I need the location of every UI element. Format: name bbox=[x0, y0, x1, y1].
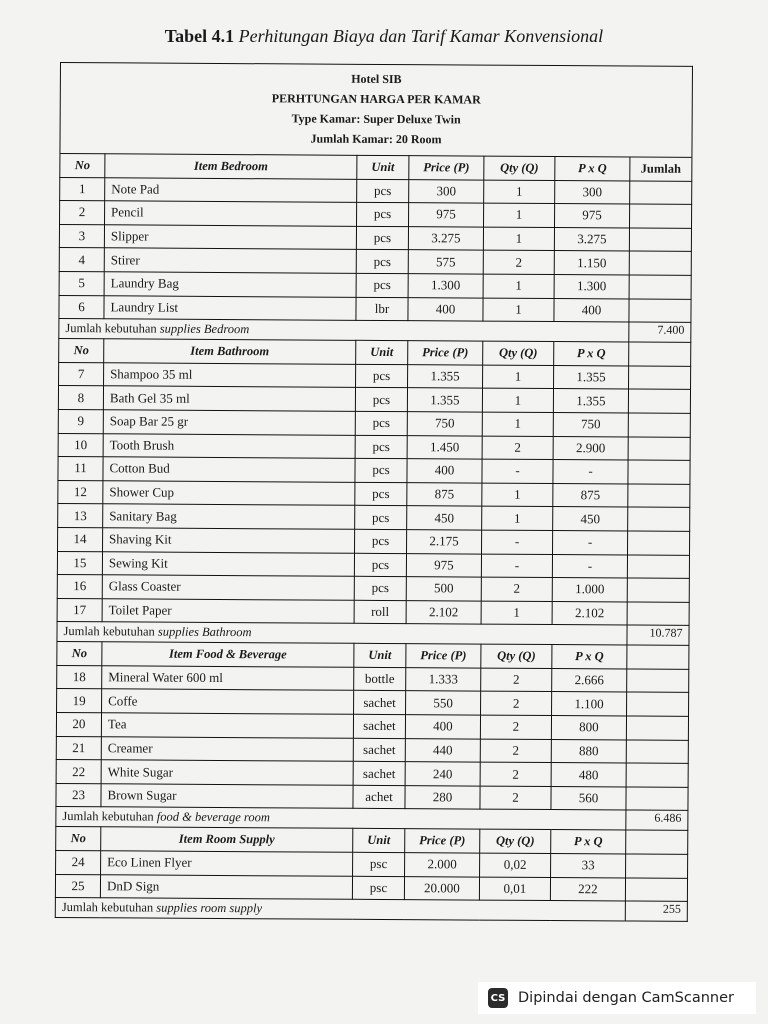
row-jumlah bbox=[628, 484, 690, 508]
row-jumlah bbox=[628, 531, 690, 555]
table-header-cell bbox=[60, 63, 693, 158]
row-no: 13 bbox=[58, 504, 103, 528]
table-header-block bbox=[60, 63, 693, 158]
camscanner-text: Dipindai dengan CamScanner bbox=[518, 990, 735, 1006]
row-item: Sewing Kit bbox=[102, 551, 354, 576]
row-unit: psc bbox=[353, 852, 405, 876]
row-no: 2 bbox=[60, 201, 105, 225]
row-jumlah bbox=[628, 389, 690, 413]
row-no: 20 bbox=[56, 713, 101, 737]
row-unit: pcs bbox=[356, 273, 408, 297]
row-pxq: - bbox=[553, 460, 628, 484]
row-unit: pcs bbox=[354, 553, 406, 577]
row-price: 280 bbox=[405, 785, 480, 809]
row-no: 24 bbox=[56, 851, 101, 875]
row-unit: pcs bbox=[357, 179, 409, 203]
row-unit: pcs bbox=[357, 203, 409, 227]
section-total: 7.400 bbox=[629, 322, 691, 342]
row-item: Bath Gel 35 ml bbox=[103, 386, 355, 411]
camscanner-watermark bbox=[478, 982, 756, 1014]
column-header-item: Item Bedroom bbox=[105, 154, 357, 179]
row-item: Slipper bbox=[104, 225, 356, 250]
row-price: 975 bbox=[406, 553, 481, 577]
row-qty: 2 bbox=[480, 739, 551, 763]
row-unit: psc bbox=[352, 876, 404, 900]
row-no: 18 bbox=[57, 665, 102, 689]
row-pxq: 1.355 bbox=[553, 389, 628, 413]
column-header-qty: Qty (Q) bbox=[481, 644, 552, 668]
summary-italic: food & beverage room bbox=[156, 810, 270, 825]
camscanner-logo-icon: CS bbox=[488, 988, 508, 1008]
row-no: 9 bbox=[58, 409, 103, 433]
row-pxq: 480 bbox=[551, 763, 626, 787]
row-no: 22 bbox=[56, 760, 101, 784]
row-price: 975 bbox=[409, 203, 484, 227]
room-count: Jumlah Kamar: 20 Room bbox=[310, 131, 442, 147]
row-jumlah bbox=[626, 763, 688, 787]
row-no: 8 bbox=[58, 386, 103, 410]
row-pxq: 2.666 bbox=[552, 668, 627, 692]
column-header-pxq: P x Q bbox=[552, 645, 627, 669]
row-price: 20.000 bbox=[404, 876, 479, 900]
row-qty: - bbox=[482, 459, 553, 483]
column-header-jumlah: Jumlah bbox=[630, 157, 692, 181]
row-price: 1.300 bbox=[408, 274, 483, 298]
row-pxq: - bbox=[552, 554, 627, 578]
column-header-qty: Qty (Q) bbox=[484, 156, 555, 180]
row-jumlah bbox=[628, 437, 690, 461]
row-jumlah bbox=[629, 366, 691, 390]
row-jumlah bbox=[626, 716, 688, 740]
row-qty: 1 bbox=[483, 274, 554, 298]
row-unit: pcs bbox=[355, 458, 407, 482]
row-qty: 2 bbox=[480, 786, 551, 810]
row-qty: 2 bbox=[481, 577, 552, 601]
row-unit: pcs bbox=[356, 250, 408, 274]
row-jumlah bbox=[626, 854, 688, 878]
row-price: 1.355 bbox=[407, 388, 482, 412]
row-qty: 0,01 bbox=[479, 877, 550, 901]
column-header-unit: Unit bbox=[357, 155, 409, 179]
row-pxq: 2.900 bbox=[553, 436, 628, 460]
row-item: Laundry Bag bbox=[104, 272, 356, 297]
summary-prefix: Jumlah kebutuhan bbox=[63, 624, 159, 639]
section-total: 10.787 bbox=[627, 625, 689, 645]
row-item: Tooth Brush bbox=[103, 433, 355, 458]
row-unit: sachet bbox=[354, 691, 406, 715]
row-qty: 1 bbox=[482, 483, 553, 507]
column-header-jumlah bbox=[627, 645, 689, 669]
row-price: 1.355 bbox=[408, 364, 483, 388]
row-jumlah bbox=[627, 602, 689, 626]
column-header-pxq: P x Q bbox=[551, 830, 626, 854]
row-pxq: 975 bbox=[554, 204, 629, 228]
row-unit: pcs bbox=[355, 529, 407, 553]
row-pxq: 1.300 bbox=[554, 274, 629, 298]
row-item: Mineral Water 600 ml bbox=[102, 666, 354, 691]
column-header-no: No bbox=[57, 642, 102, 666]
section-summary-row bbox=[55, 898, 687, 922]
column-header-jumlah bbox=[626, 830, 688, 854]
row-no: 15 bbox=[57, 551, 102, 575]
page-title bbox=[0, 26, 768, 47]
row-pxq: - bbox=[553, 530, 628, 554]
summary-italic: supplies Bathroom bbox=[157, 624, 252, 640]
column-header-unit: Unit bbox=[356, 340, 408, 364]
table-caption: Perhitungan Biaya dan Tarif Kamar Konvensional bbox=[238, 26, 604, 46]
row-price: 3.275 bbox=[408, 226, 483, 250]
row-price: 2.000 bbox=[405, 853, 480, 877]
section-summary-label bbox=[55, 898, 550, 921]
row-unit: pcs bbox=[355, 411, 407, 435]
row-item: DnD Sign bbox=[100, 874, 352, 899]
row-pxq: 222 bbox=[550, 877, 625, 901]
row-no: 11 bbox=[58, 457, 103, 481]
row-item: Stirer bbox=[104, 248, 356, 273]
cost-table bbox=[55, 62, 693, 922]
row-no: 4 bbox=[59, 248, 104, 272]
row-price: 1.333 bbox=[406, 667, 481, 691]
row-unit: achet bbox=[353, 785, 405, 809]
row-item: Toilet Paper bbox=[102, 598, 354, 623]
row-pxq: 1.355 bbox=[554, 365, 629, 389]
row-jumlah bbox=[627, 669, 689, 693]
row-jumlah bbox=[626, 740, 688, 764]
column-header-item: Item Room Supply bbox=[101, 827, 353, 852]
column-header-qty: Qty (Q) bbox=[480, 830, 551, 854]
row-no: 5 bbox=[59, 271, 104, 295]
row-pxq: 1.150 bbox=[554, 251, 629, 275]
column-header-price: Price (P) bbox=[409, 156, 484, 180]
table-body bbox=[55, 63, 692, 922]
row-qty: 1 bbox=[482, 388, 553, 412]
row-pxq: 800 bbox=[551, 716, 626, 740]
column-header-qty: Qty (Q) bbox=[483, 341, 554, 365]
summary-italic: supplies room supply bbox=[156, 900, 263, 916]
column-header-pxq: P x Q bbox=[555, 157, 630, 181]
row-unit: bottle bbox=[354, 667, 406, 691]
row-price: 440 bbox=[405, 738, 480, 762]
row-pxq: 3.275 bbox=[554, 227, 629, 251]
row-pxq: 1.100 bbox=[552, 692, 627, 716]
row-pxq: 880 bbox=[551, 739, 626, 763]
row-unit: pcs bbox=[355, 482, 407, 506]
row-qty: 1 bbox=[483, 365, 554, 389]
row-unit: lbr bbox=[356, 297, 408, 321]
column-header-item: Item Bathroom bbox=[104, 339, 356, 364]
row-price: 450 bbox=[407, 506, 482, 530]
row-pxq: 1.000 bbox=[552, 578, 627, 602]
row-price: 240 bbox=[405, 762, 480, 786]
summary-gap bbox=[550, 901, 625, 921]
row-pxq: 300 bbox=[555, 180, 630, 204]
row-qty: - bbox=[482, 530, 553, 554]
row-price: 550 bbox=[406, 691, 481, 715]
row-jumlah bbox=[630, 181, 692, 205]
row-qty: 1 bbox=[481, 601, 552, 625]
section-total: 255 bbox=[625, 901, 687, 921]
column-header-pxq: P x Q bbox=[554, 342, 629, 366]
row-qty: 0,02 bbox=[480, 853, 551, 877]
column-header-price: Price (P) bbox=[408, 341, 483, 365]
row-pxq: 2.102 bbox=[552, 601, 627, 625]
row-item: Shampoo 35 ml bbox=[104, 363, 356, 388]
row-item: Sanitary Bag bbox=[103, 504, 355, 529]
column-header-no: No bbox=[56, 827, 101, 851]
row-item: Brown Sugar bbox=[101, 784, 353, 809]
row-item: Glass Coaster bbox=[102, 575, 354, 600]
row-price: 575 bbox=[408, 250, 483, 274]
summary-gap bbox=[551, 810, 626, 830]
row-unit: sachet bbox=[353, 738, 405, 762]
row-item: Eco Linen Flyer bbox=[101, 851, 353, 876]
row-no: 10 bbox=[58, 433, 103, 457]
row-pxq: 450 bbox=[553, 507, 628, 531]
row-pxq: 400 bbox=[554, 298, 629, 322]
table-number: Tabel 4.1 bbox=[164, 26, 235, 46]
row-no: 1 bbox=[60, 177, 105, 201]
summary-italic: supplies Bedroom bbox=[159, 321, 250, 337]
column-header-item: Item Food & Beverage bbox=[102, 642, 354, 667]
column-header-unit: Unit bbox=[354, 644, 406, 668]
row-jumlah bbox=[629, 275, 691, 299]
row-jumlah bbox=[625, 878, 687, 902]
row-qty: 2 bbox=[482, 436, 553, 460]
row-price: 2.102 bbox=[406, 600, 481, 624]
row-no: 6 bbox=[59, 295, 104, 319]
row-no: 3 bbox=[59, 224, 104, 248]
row-item: Creamer bbox=[101, 736, 353, 761]
row-jumlah bbox=[629, 204, 691, 228]
row-item: Shower Cup bbox=[103, 480, 355, 505]
row-no: 21 bbox=[56, 736, 101, 760]
row-unit: pcs bbox=[355, 506, 407, 530]
row-jumlah bbox=[627, 692, 689, 716]
row-item: Tea bbox=[101, 713, 353, 738]
column-header-unit: Unit bbox=[353, 829, 405, 853]
row-unit: pcs bbox=[355, 388, 407, 412]
row-jumlah bbox=[628, 413, 690, 437]
row-price: 875 bbox=[407, 482, 482, 506]
row-qty: 2 bbox=[483, 250, 554, 274]
table-heading: PERHTUNGAN HARGA PER KAMAR bbox=[271, 91, 481, 107]
room-type: Type Kamar: Super Deluxe Twin bbox=[291, 111, 461, 127]
row-item: Coffe bbox=[102, 689, 354, 714]
row-unit: sachet bbox=[353, 762, 405, 786]
row-pxq: 560 bbox=[551, 786, 626, 810]
row-item: Note Pad bbox=[105, 177, 357, 202]
summary-gap bbox=[554, 322, 629, 342]
row-pxq: 750 bbox=[553, 412, 628, 436]
row-qty: 1 bbox=[483, 227, 554, 251]
summary-prefix: Jumlah kebutuhan bbox=[61, 900, 157, 915]
row-price: 500 bbox=[406, 577, 481, 601]
row-jumlah bbox=[627, 578, 689, 602]
row-unit: pcs bbox=[356, 364, 408, 388]
row-unit: sachet bbox=[353, 714, 405, 738]
summary-gap bbox=[552, 625, 627, 645]
row-item: Shaving Kit bbox=[103, 528, 355, 553]
row-pxq: 33 bbox=[551, 854, 626, 878]
row-no: 12 bbox=[58, 480, 103, 504]
row-pxq: 875 bbox=[553, 483, 628, 507]
row-no: 25 bbox=[55, 874, 100, 898]
row-price: 300 bbox=[409, 179, 484, 203]
row-qty: 1 bbox=[482, 506, 553, 530]
row-unit: roll bbox=[354, 600, 406, 624]
row-qty: - bbox=[481, 554, 552, 578]
row-qty: 1 bbox=[482, 412, 553, 436]
row-price: 750 bbox=[407, 412, 482, 436]
section-total: 6.486 bbox=[626, 810, 688, 830]
row-price: 400 bbox=[408, 297, 483, 321]
row-no: 17 bbox=[57, 598, 102, 622]
hotel-name: Hotel SIB bbox=[351, 71, 402, 87]
row-qty: 1 bbox=[484, 180, 555, 204]
row-unit: pcs bbox=[355, 435, 407, 459]
row-item: Pencil bbox=[105, 201, 357, 226]
row-jumlah bbox=[628, 460, 690, 484]
row-price: 2.175 bbox=[407, 530, 482, 554]
row-jumlah bbox=[626, 787, 688, 811]
row-item: White Sugar bbox=[101, 760, 353, 785]
row-no: 16 bbox=[57, 575, 102, 599]
row-jumlah bbox=[628, 507, 690, 531]
summary-prefix: Jumlah kebutuhan bbox=[62, 809, 157, 825]
column-header-no: No bbox=[60, 154, 105, 178]
row-no: 23 bbox=[56, 783, 101, 807]
row-qty: 1 bbox=[483, 298, 554, 322]
row-item: Laundry List bbox=[104, 295, 356, 320]
row-item: Soap Bar 25 gr bbox=[103, 410, 355, 435]
row-jumlah bbox=[629, 228, 691, 252]
column-header-no: No bbox=[59, 339, 104, 363]
row-qty: 2 bbox=[481, 692, 552, 716]
row-unit: pcs bbox=[354, 576, 406, 600]
column-header-price: Price (P) bbox=[406, 644, 481, 668]
row-price: 400 bbox=[405, 715, 480, 739]
row-qty: 2 bbox=[480, 715, 551, 739]
summary-prefix: Jumlah kebutuhan bbox=[65, 321, 160, 336]
row-no: 14 bbox=[58, 527, 103, 551]
row-no: 7 bbox=[59, 362, 104, 386]
row-price: 400 bbox=[407, 459, 482, 483]
row-qty: 2 bbox=[480, 762, 551, 786]
column-header-jumlah bbox=[629, 342, 691, 366]
row-jumlah bbox=[629, 299, 691, 323]
row-no: 19 bbox=[57, 689, 102, 713]
row-qty: 1 bbox=[484, 203, 555, 227]
row-price: 1.450 bbox=[407, 435, 482, 459]
row-qty: 2 bbox=[481, 668, 552, 692]
row-jumlah bbox=[629, 251, 691, 275]
row-unit: pcs bbox=[356, 226, 408, 250]
column-header-price: Price (P) bbox=[405, 829, 480, 853]
row-item: Cotton Bud bbox=[103, 457, 355, 482]
row-jumlah bbox=[627, 554, 689, 578]
